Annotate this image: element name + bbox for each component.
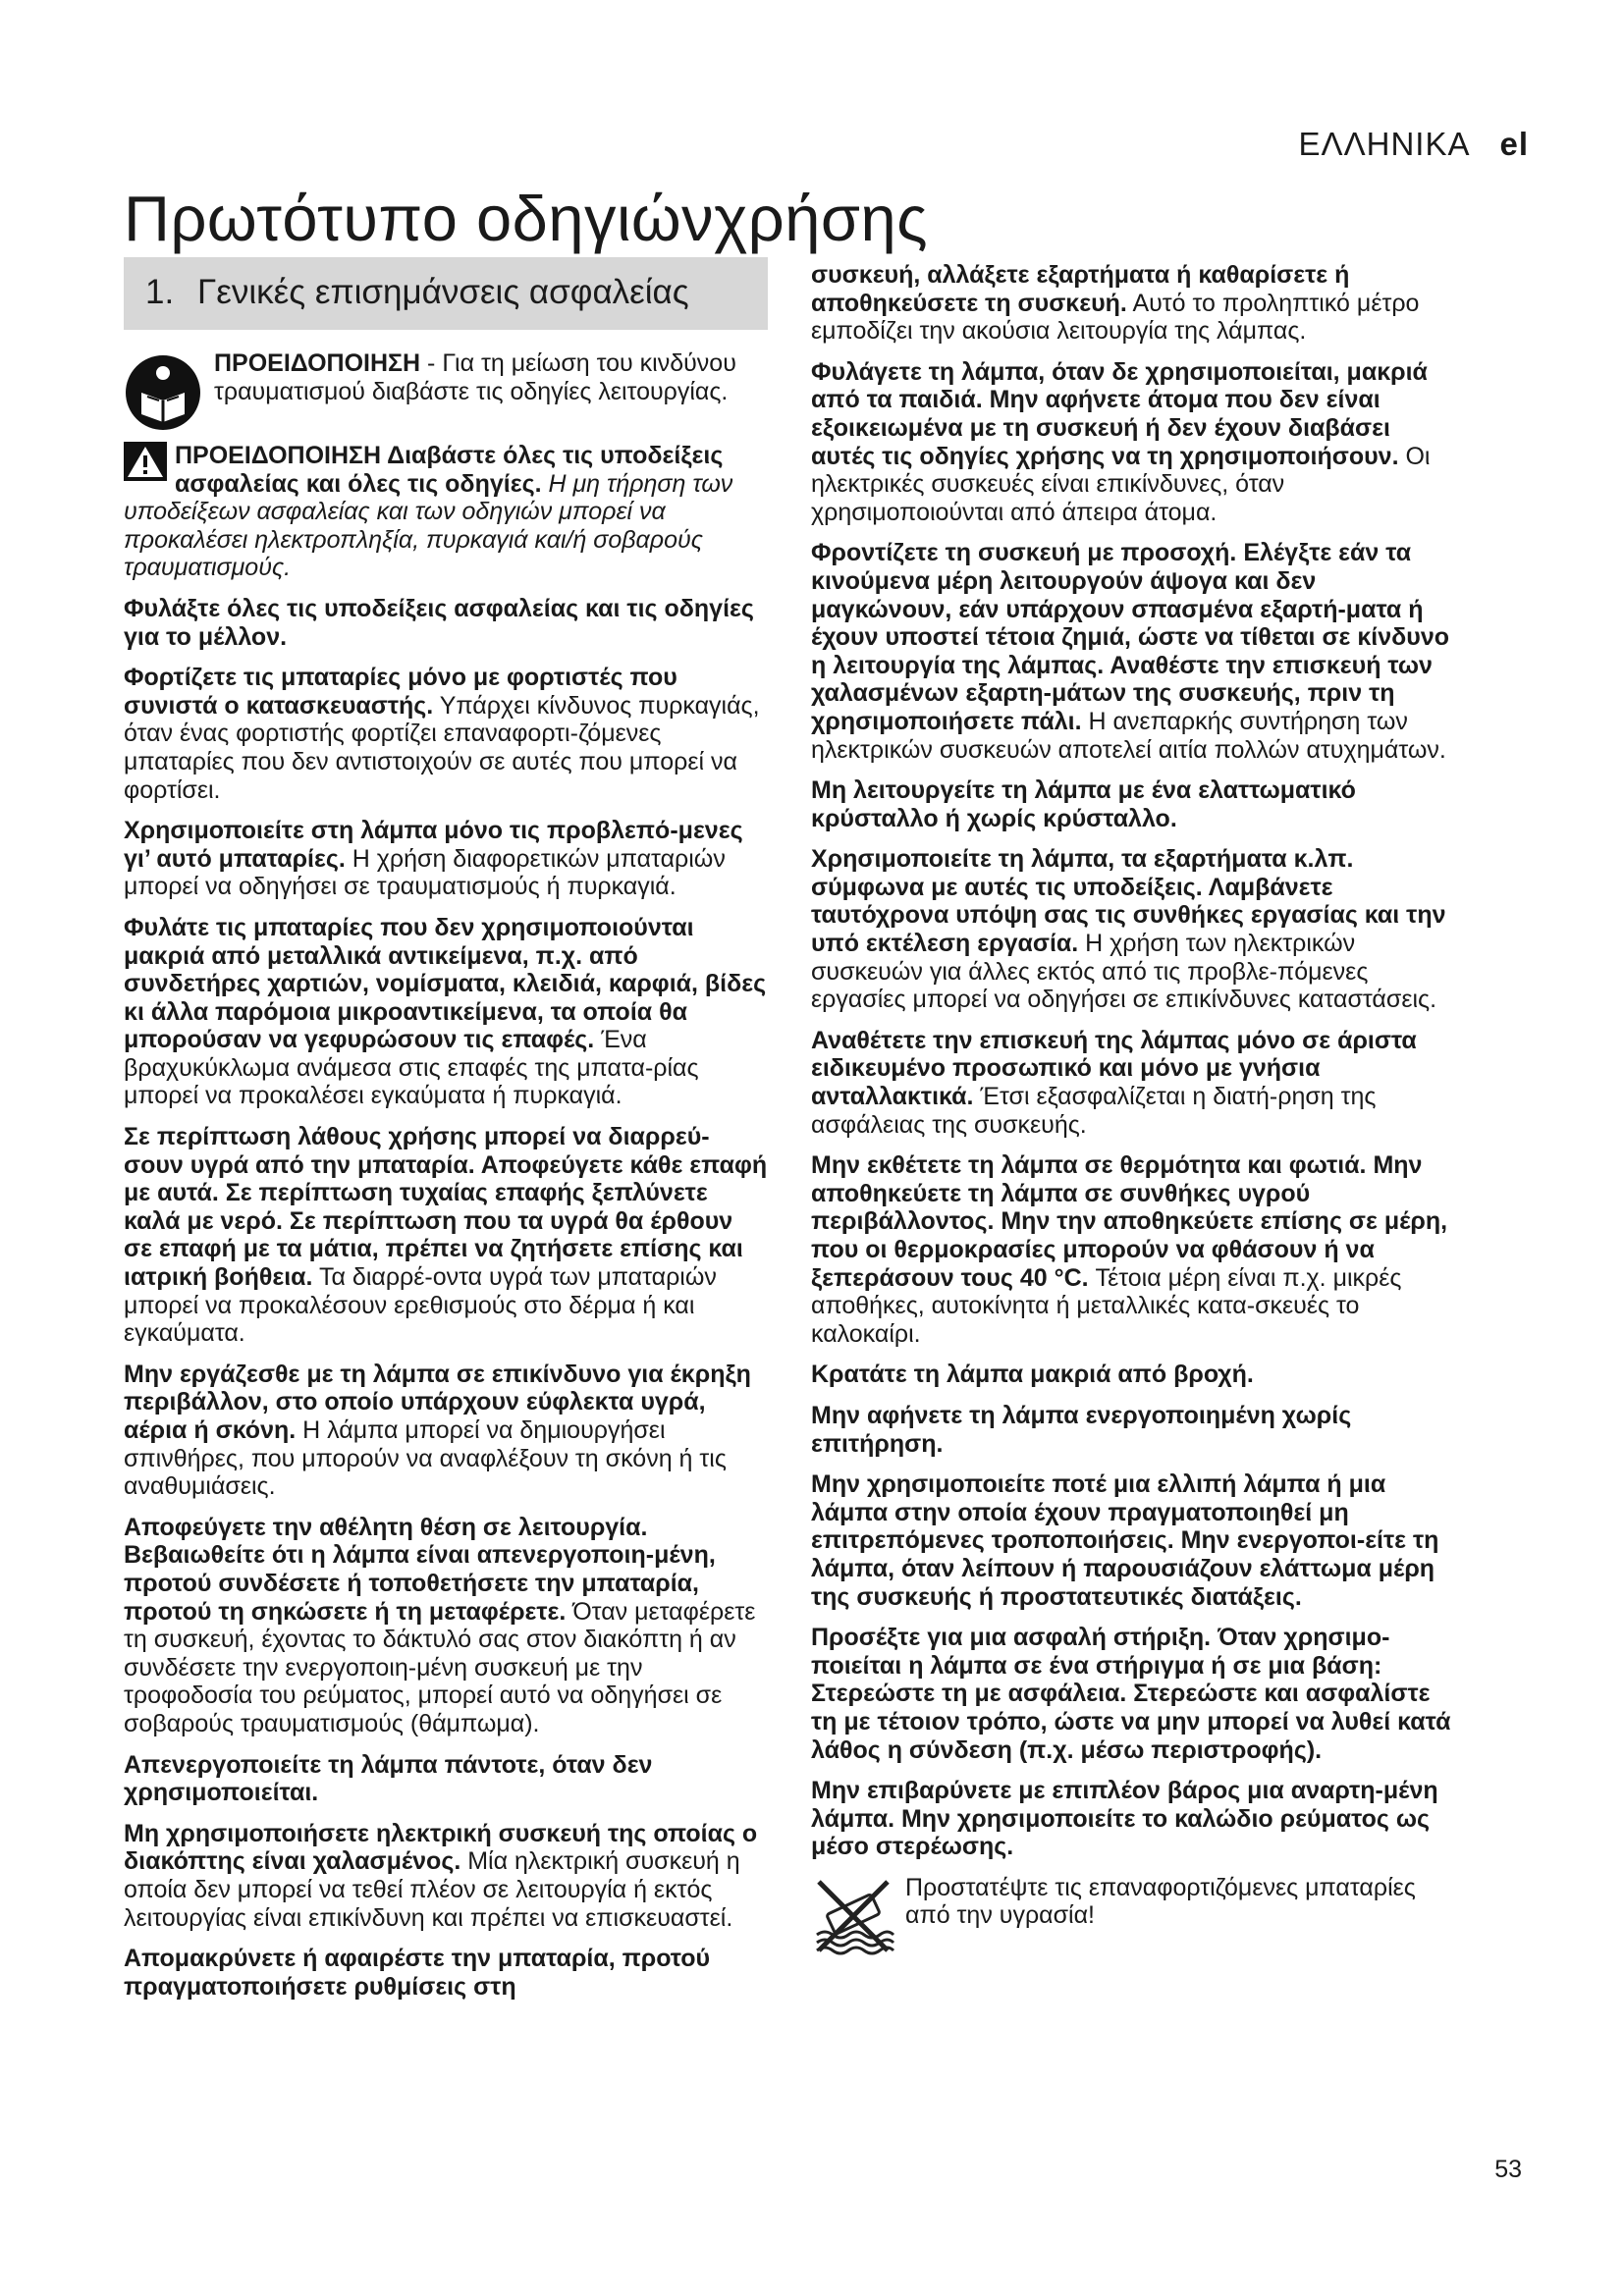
page-number: 53 [1494, 2156, 1522, 2183]
section-title: Γενικές επισημάνσεις ασφαλείας [197, 273, 689, 311]
paragraph [124, 914, 768, 1110]
paragraph [811, 1470, 1461, 1611]
battery-moisture-icon [811, 1874, 895, 1956]
paragraph-bold: Χρησιμοποιείτε στη λάμπα μόνο τις προβλεπό-μενες γι’ αυτό μπαταρίες. [124, 817, 743, 873]
paragraph-bold: Μην εκθέτετε τη λάμπα σε θερμότητα και φωτιά. Μην αποθηκεύετε τη λάμπα σε συνθήκες υγρού περιβάλλοντος. Μην την αποθηκεύετε επίσης σε μέρη, που οι θερμοκρασίες μπορούν να φθάσουν ή να ξεπεράσουν τους 40 °C. [811, 1151, 1448, 1292]
paragraph-bold: Φυλάξτε όλες τις υποδείξεις ασφαλείας και τις οδηγίες για το μέλλον. [124, 594, 754, 651]
read-manual-icon [124, 353, 202, 432]
paragraph-text: Έτσι εξασφαλίζεται η διατή-ρηση της ασφάλειας της συσκευής. [811, 1083, 1377, 1139]
paragraph [124, 595, 768, 651]
left-column [124, 257, 768, 2013]
language-label: ΕΛΛΗΝΙΚΑ [1298, 126, 1471, 162]
paragraph-text: Μία ηλεκτρική συσκευή η οποία δεν μπορεί να τεθεί πλέον σε λειτουργία ή εκτός λειτουργίας είναι επικίνδυνη και πρέπει να επισκευαστεί. [124, 1847, 740, 1932]
paragraph-bold: Μη λειτουργείτε τη λάμπα με ένα ελαττωματικό κρύσταλλο ή χωρίς κρύσταλλο. [811, 776, 1356, 832]
paragraph-bold: Απομακρύνετε ή αφαιρέστε την μπαταρία, προτού πραγματοποιήσετε ρυθμίσεις στη [124, 1945, 711, 2001]
paragraph-bold: Αναθέτετε την επισκευή της λάμπας μόνο σε άριστα ειδικευμένο προσωπικό και μόνο με γνήσια ανταλλακτικά. [811, 1026, 1417, 1111]
paragraph-bold: Κρατάτε τη λάμπα μακριά από βροχή. [811, 1361, 1254, 1389]
paragraph-bold: Μη χρησιμοποιήσετε ηλεκτρική συσκευή της οποίας ο διακόπτης είναι χαλασμένος. [124, 1819, 758, 1876]
paragraph-text: Αυτό το προληπτικό μέτρο εμποδίζει την ακούσια λειτουργία της λάμπας. [811, 289, 1420, 346]
read-manual-warning [124, 349, 768, 432]
section-number: 1. [145, 273, 175, 311]
paragraph [811, 1361, 1461, 1389]
paragraph [124, 1751, 768, 1807]
paragraph-text: Όταν μεταφέρετε τη συσκευή, έχοντας το δάκτυλό σας στον διακόπτη ή αν συνδέσετε την ενεργοποιη-μένη συσκευή με την τροφοδοσία του ρεύματος, μπορεί αυτό να οδηγήσει σε σοβαρούς τραυματισμούς (θάμπωμα). [124, 1597, 756, 1737]
right-column [811, 261, 1461, 1956]
page-title: Πρωτότυπο οδηγιώνχρήσης [124, 183, 929, 254]
paragraph-bold: συσκευή, αλλάξετε εξαρτήματα ή καθαρίσετε ή αποθηκεύσετε τη συσκευή. [811, 261, 1350, 317]
paragraph [124, 664, 768, 804]
paragraph [811, 261, 1461, 346]
paragraph-bold: Μην επιβαρύνετε με επιπλέον βάρος μια αναρτη-μένη λάμπα. Μην χρησιμοποιείτε το καλώδιο ρεύματος ως μέσο στερέωσης. [811, 1777, 1438, 1861]
warning-read-label: ΠΡΟΕΙΔΟΠΟΙΗΣΗ [214, 349, 421, 377]
page-header [1299, 126, 1529, 163]
paragraph-bold: Φυλάγετε τη λάμπα, όταν δε χρησιμοποιείται, μακριά από τα παιδιά. Μην αφήνετε άτομα που δεν είναι εξοικειωμένα με τη συσκευή ή δεν έχουν διαβάσει αυτές τις οδηγίες χρήσης να τη χρησιμοποιήσουν. [811, 357, 1428, 470]
paragraph-text: Ένα βραχυκύκλωμα ανάμεσα στις επαφές της μπατα-ρίας μπορεί να προκαλέσει εγκαύματα ή πυρκαγιά. [124, 1026, 699, 1110]
paragraph-bold: Αποφεύγετε την αθέλητη θέση σε λειτουργία. Βεβαιωθείτε ότι η λάμπα είναι απενεργοποιη-μένη, προτού συνδέσετε ή τοποθετήσετε την μπαταρία, προτού τη σηκώσετε ή τη μεταφέρετε. [124, 1513, 716, 1626]
paragraph-bold: Φορτίζετε τις μπαταρίες μόνο με φορτιστές που συνιστά ο κατασκευαστής. [124, 664, 677, 720]
warning-read-text: - Για τη μείωση του κινδύνου τραυματισμού διαβάστε τις οδηγίες λειτουργίας. [214, 349, 736, 405]
paragraph [811, 1624, 1461, 1764]
battery-note-text: Προστατέψτε τις επαναφορτιζόμενες μπαταρίες από την υγρασία! [905, 1873, 1416, 1930]
paragraph-bold: Σε περίπτωση λάθους χρήσης μπορεί να διαρρεύ-σουν υγρά από την μπαταρία. Αποφεύγετε κάθε επαφή με αυτά. Σε περίπτωση τυχαίας επαφής ξεπλύνετε καλά με νερό. Σε περίπτωση που τα υγρά θα έρθουν σε επαφή με τα μάτια, πρέπει να ζητήσετε επίσης και ιατρική βοήθεια. [124, 1123, 768, 1292]
paragraph [811, 1027, 1461, 1139]
paragraph-bold: Μην εργάζεσθε με τη λάμπα σε επικίνδυνο για έκρηξη περιβάλλον, στο οποίο υπάρχουν εύφλεκτα υγρά, αέρια ή σκόνη. [124, 1360, 751, 1444]
paragraph [811, 1777, 1461, 1861]
paragraph-text: Η χρήση διαφορετικών μπαταριών μπορεί να οδηγήσει σε τραυματισμούς ή πυρκαγιά. [124, 844, 726, 901]
paragraph-bold: Μην αφήνετε τη λάμπα ενεργοποιημένη χωρίς επιτήρηση. [811, 1401, 1352, 1458]
paragraph-text: Τέτοια μέρη είναι π.χ. μικρές αποθήκες, αυτοκίνητα ή μεταλλικές κατα-σκευές το καλοκαίρι. [811, 1263, 1402, 1348]
paragraph [811, 358, 1461, 527]
paragraph-text: Υπάρχει κίνδυνος πυρκαγιάς, όταν ένας φορτιστής φορτίζει επαναφορτι-ζόμενες μπαταρίες που δεν αντιστοιχούν σε αυτές που μπορεί να φορτίσει. [124, 691, 760, 804]
paragraph-bold: Απενεργοποιείτε τη λάμπα πάντοτε, όταν δεν χρησιμοποιείται. [124, 1750, 653, 1807]
paragraph-text: Η χρήση των ηλεκτρικών συσκευών για άλλες εκτός από τις προβλε-πόμενες εργασίες μπορεί να οδηγήσει σε επικίνδυνες καταστάσεις. [811, 930, 1437, 1014]
paragraph [811, 1402, 1461, 1458]
battery-moisture-note [811, 1874, 1461, 1956]
warning-all-bold: ΠΡΟΕΙΔΟΠΟΙΗΣΗ Διαβάστε όλες τις υποδείξεις ασφαλείας και όλες τις οδηγίες. [175, 442, 724, 498]
warning-triangle-icon [124, 442, 167, 481]
paragraph [124, 817, 768, 901]
section-heading [124, 257, 768, 330]
paragraph-bold: Χρησιμοποιείτε τη λάμπα, τα εξαρτήματα κ.λπ. σύμφωνα με αυτές τις υποδείξεις. Λαμβάνετε ταυτόχρονα υπόψη σας τις συνθήκες εργασίας και την υπό εκτέλεση εργασία. [811, 845, 1446, 958]
paragraph-bold: Προσέξτε για μια ασφαλή στήριξη. Όταν χρησιμο-ποιείται η λάμπα σε ένα στήριγμα ή σε μια βάση: Στερεώστε τη με ασφάλεια. Στερεώστε και ασφαλίστε τη με τέτοιον τρόπο, ώστε να μην μπορεί να λυθεί κατά λάθος η σύνδεση (π.χ. μέσω περιστροφής). [811, 1624, 1451, 1764]
paragraph-text: Οι ηλεκτρικές συσκευές είναι επικίνδυνες, όταν χρησιμοποιούνται από άπειρα άτομα. [811, 442, 1431, 526]
paragraph [124, 1514, 768, 1738]
paragraph [124, 1820, 768, 1932]
paragraph-bold: Μην χρησιμοποιείτε ποτέ μια ελλιπή λάμπα ή μια λάμπα στην οποία έχουν πραγματοποιηθεί μη επιτρεπόμενες τροποποιήσεις. Μην ενεργοποι-είτε τη λάμπα, όταν λείπουν ή παρουσιάζουν ελάττωμα μέρη της συσκευής ή προστατευτικές διατάξεις. [811, 1470, 1439, 1611]
paragraph-bold: Φροντίζετε τη συσκευή με προσοχή. Ελέγξτε εάν τα κινούμενα μέρη λειτουργούν άψογα και δεν μαγκώνουν, εάν υπάρχουν σπασμένα εξαρτή-ματα ή έχουν υποστεί τέτοια ζημιά, ώστε να τίθεται σε κίνδυνο η λειτουργία της λάμπας. Αναθέστε την επισκευή των χαλασμένων εξαρτη-μάτων της συσκευής, πριν τη χρησιμοποιήσετε πάλι. [811, 539, 1450, 735]
warning-all-italic: Η μη τήρηση των υποδείξεων ασφαλείας και των οδηγιών μπορεί να προκαλέσει ηλεκτροπληξία, πυρκαγιά και/ή σοβαρούς τραυματισμούς. [124, 469, 733, 582]
paragraph [124, 1945, 768, 2001]
paragraph-text: Τα διαρρέ-οντα υγρά των μπαταριών μπορεί να προκαλέσουν ερεθισμούς στο δέρμα ή και εγκαύματα. [124, 1263, 717, 1348]
paragraph [124, 1123, 768, 1348]
paragraph [811, 539, 1461, 764]
paragraph [811, 845, 1461, 1014]
paragraph-text: Η ανεπαρκής συντήρηση των ηλεκτρικών συσκευών αποτελεί αιτία πολλών ατυχημάτων. [811, 707, 1446, 764]
paragraph [811, 776, 1461, 832]
warning-all-paragraph [124, 442, 768, 582]
paragraph-text: Η λάμπα μπορεί να δημιουργήσει σπινθήρες, που μπορούν να αναφλέξουν τη σκόνη ή τις αναθυμιάσεις. [124, 1416, 727, 1501]
language-code: el [1499, 126, 1529, 162]
paragraph [124, 1361, 768, 1501]
paragraph-bold: Φυλάτε τις μπαταρίες που δεν χρησιμοποιούνται μακριά από μεταλλικά αντικείμενα, π.χ. από συνδετήρες χαρτιών, νομίσματα, κλειδιά, καρφιά, βίδες κι άλλα παρόμοια μικροαντικείμενα, τα οποία θα μπορούσαν να γεφυρώσουν τις επαφές. [124, 913, 767, 1054]
paragraph [811, 1151, 1461, 1348]
